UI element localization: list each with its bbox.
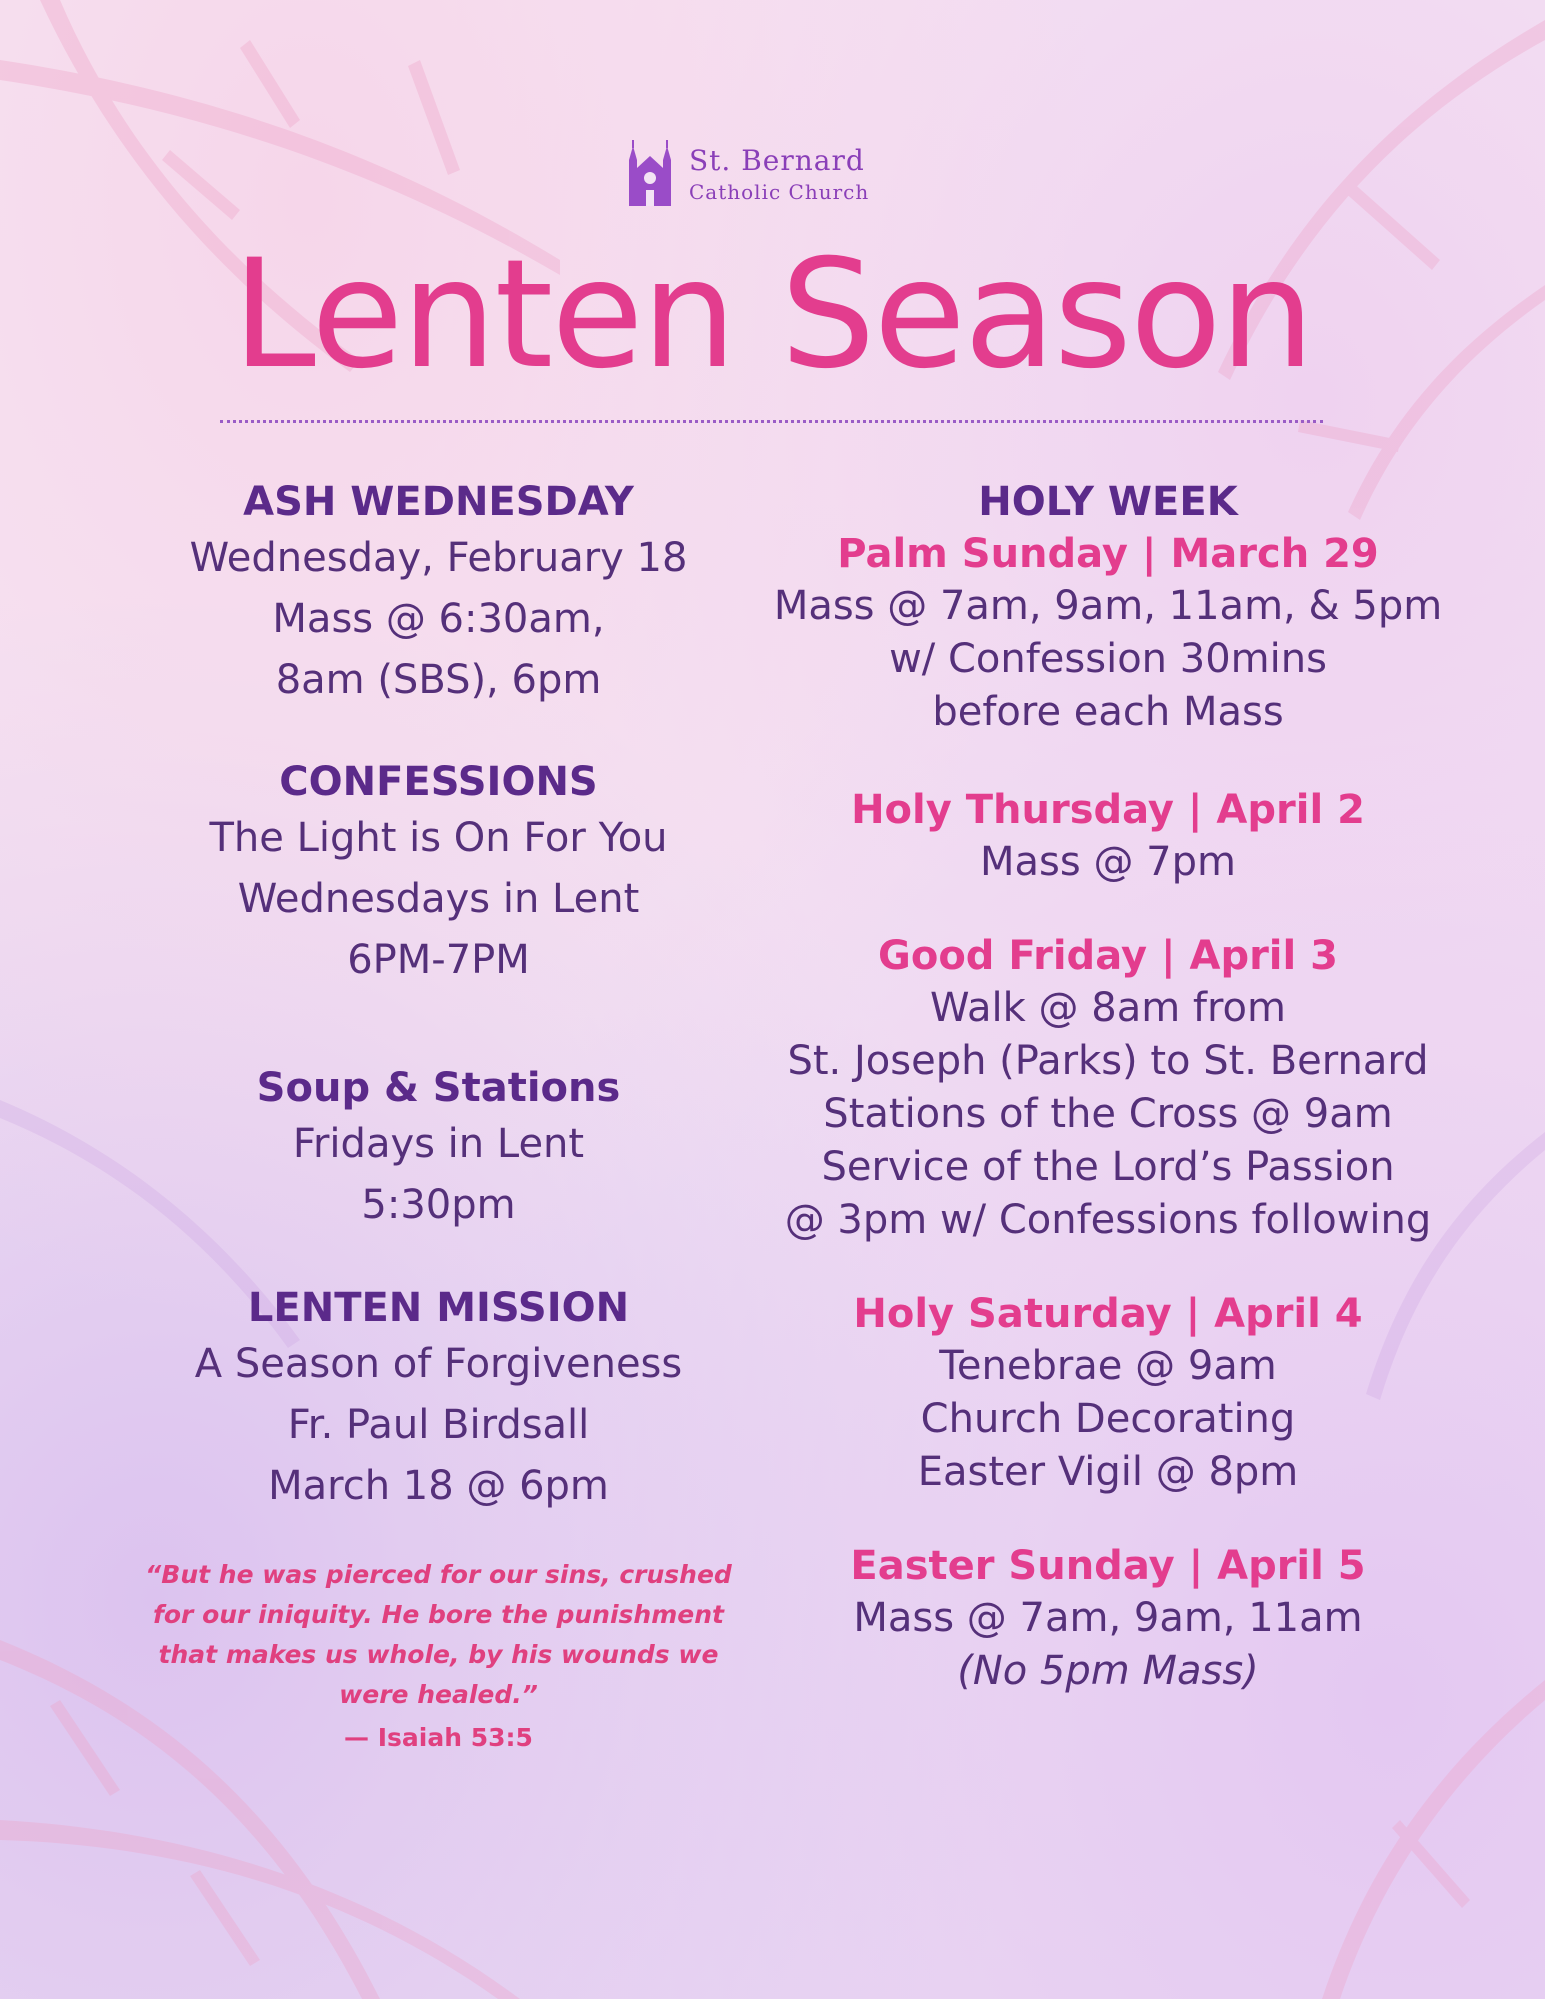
soup-stations-line: Fridays in Lent (292, 1121, 585, 1167)
good-friday-line: Walk @ 8am from (930, 985, 1286, 1031)
lenten-mission-line: A Season of Forgiveness (194, 1341, 683, 1387)
lenten-mission-line: Fr. Paul Birdsall (287, 1402, 590, 1448)
ash-wednesday-line: Mass @ 6:30am, (272, 596, 605, 642)
lenten-mission-heading: LENTEN MISSION (247, 1285, 630, 1331)
palm-sunday-heading: Palm Sunday | March 29 (837, 531, 1379, 577)
scripture-quote: “But he was pierced for our sins, crushed for our iniquity. He bore the punishment that makes us whole, by his wounds we were healed.” (145, 1560, 732, 1709)
holy-saturday-heading: Holy Saturday | April 4 (853, 1291, 1363, 1337)
church-icon (623, 138, 677, 206)
confessions-line: The Light is On For You (209, 815, 668, 861)
ash-wednesday-line: Wednesday, February 18 (189, 535, 688, 581)
lenten-mission-line: March 18 @ 6pm (268, 1463, 609, 1509)
ash-wednesday-section (130, 476, 747, 711)
holy-saturday-section (748, 1288, 1468, 1499)
easter-sunday-line: Mass @ 7am, 9am, 11am (853, 1595, 1363, 1641)
holy-week-heading: HOLY WEEK (978, 479, 1238, 525)
holy-thursday-line: Mass @ 7pm (980, 839, 1236, 885)
good-friday-line: Stations of the Cross @ 9am (823, 1091, 1393, 1137)
holy-saturday-line: Easter Vigil @ 8pm (917, 1449, 1299, 1495)
confessions-heading: CONFESSIONS (279, 759, 598, 805)
palm-sunday-line: before each Mass (932, 689, 1284, 735)
soup-stations-section (130, 1062, 747, 1236)
page-title: Lenten Season (232, 228, 1313, 402)
soup-stations-line: 5:30pm (361, 1182, 516, 1228)
soup-stations-heading: Soup & Stations (256, 1065, 621, 1111)
palm-sunday-line: Mass @ 7am, 9am, 11am, & 5pm (773, 583, 1443, 629)
confessions-line: 6PM-7PM (347, 937, 530, 983)
confessions-line: Wednesdays in Lent (237, 876, 640, 922)
palm-sunday-line: w/ Confession 30mins (889, 636, 1327, 682)
good-friday-heading: Good Friday | April 3 (878, 933, 1338, 979)
title-divider (220, 420, 1323, 423)
scripture-citation: — Isaiah 53:5 (344, 1723, 533, 1752)
good-friday-section (748, 930, 1468, 1247)
holy-saturday-line: Church Decorating (920, 1396, 1296, 1442)
holy-thursday-heading: Holy Thursday | April 2 (851, 787, 1365, 833)
ash-wednesday-heading: ASH WEDNESDAY (243, 479, 634, 525)
church-name: St. Bernard (689, 144, 865, 177)
good-friday-line: Service of the Lord’s Passion (821, 1144, 1395, 1190)
easter-sunday-section (748, 1540, 1468, 1698)
confessions-section (130, 756, 747, 991)
easter-sunday-heading: Easter Sunday | April 5 (850, 1543, 1366, 1589)
holy-saturday-line: Tenebrae @ 9am (939, 1343, 1277, 1389)
lenten-mission-section (130, 1282, 747, 1517)
ash-wednesday-line: 8am (SBS), 6pm (275, 657, 602, 703)
good-friday-line: @ 3pm w/ Confessions following (784, 1197, 1432, 1243)
holy-week-section (748, 476, 1468, 739)
church-logo (623, 134, 923, 210)
church-subtitle: Catholic Church (689, 180, 870, 204)
easter-sunday-note: (No 5pm Mass) (957, 1648, 1259, 1694)
good-friday-line: St. Joseph (Parks) to St. Bernard (787, 1038, 1429, 1084)
holy-thursday-section (748, 784, 1468, 889)
